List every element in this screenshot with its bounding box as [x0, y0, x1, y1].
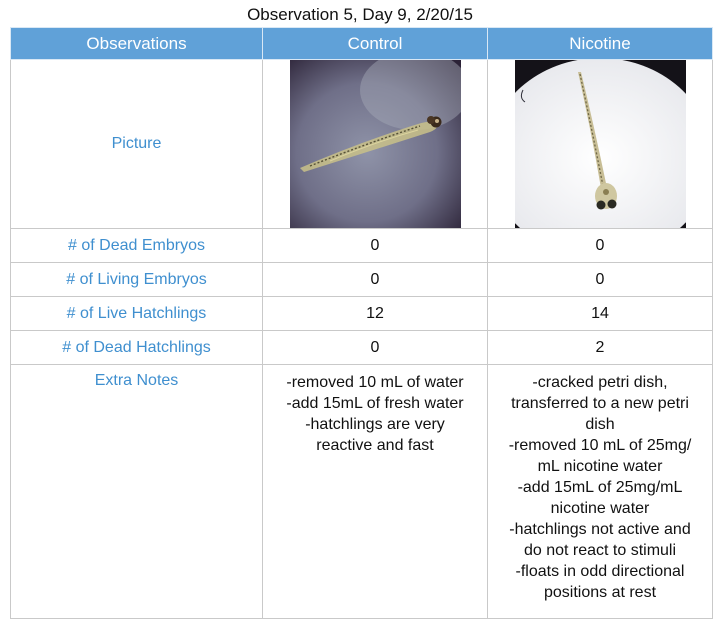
note-line: reactive and fast [316, 437, 434, 454]
picture-row [11, 60, 713, 229]
note-line: nicotine water [550, 500, 650, 517]
dead-embryos-label: # of Dead Embryos [11, 229, 263, 263]
note-line: -hatchlings are very [305, 416, 445, 433]
header-nicotine: Nicotine [488, 28, 713, 60]
header-control: Control [263, 28, 488, 60]
note-line: -floats in odd directional [515, 563, 685, 580]
note-line: mL nicotine water [537, 458, 663, 475]
control-zebrafish-photo [290, 60, 461, 228]
nicotine-zebrafish-photo [515, 60, 686, 228]
nicotine-picture-cell [488, 60, 713, 229]
live-hatchlings-nicotine: 14 [488, 297, 713, 331]
header-observations: Observations [11, 28, 263, 60]
note-line: transferred to a new petri [511, 395, 689, 412]
dead-hatchlings-control: 0 [263, 331, 488, 365]
note-line: -hatchlings not active and [509, 521, 691, 538]
note-line: -removed 10 mL of 25mg/ [508, 437, 692, 454]
dead-embryos-control: 0 [263, 229, 488, 263]
note-line: -add 15mL of fresh water [286, 395, 464, 412]
extra-notes-label: Extra Notes [11, 365, 263, 619]
extra-notes-row [11, 365, 713, 619]
living-embryos-label: # of Living Embryos [11, 263, 263, 297]
living-embryos-nicotine: 0 [488, 263, 713, 297]
observation-table [10, 27, 713, 619]
picture-label: Picture [11, 60, 263, 229]
note-line: do not react to stimuli [523, 542, 677, 559]
living-embryos-control: 0 [263, 263, 488, 297]
extra-notes-control [263, 365, 488, 619]
live-hatchlings-control: 12 [263, 297, 488, 331]
note-line: -add 15mL of 25mg/mL [517, 479, 683, 496]
live-hatchlings-label: # of Live Hatchlings [11, 297, 263, 331]
live-hatchlings-row [11, 297, 713, 331]
note-line: -cracked petri dish, [532, 374, 668, 391]
page-title: Observation 5, Day 9, 2/20/15 [247, 5, 473, 24]
dead-hatchlings-nicotine: 2 [488, 331, 713, 365]
dead-hatchlings-label: # of Dead Hatchlings [11, 331, 263, 365]
extra-notes-nicotine [488, 365, 713, 619]
note-line: dish [585, 416, 615, 433]
dead-embryos-row [11, 229, 713, 263]
header-row [11, 28, 713, 60]
dead-hatchlings-row [11, 331, 713, 365]
note-line: positions at rest [543, 584, 657, 601]
control-picture-cell [263, 60, 488, 229]
dead-embryos-nicotine: 0 [488, 229, 713, 263]
living-embryos-row [11, 263, 713, 297]
note-line: -removed 10 mL of water [286, 374, 464, 391]
